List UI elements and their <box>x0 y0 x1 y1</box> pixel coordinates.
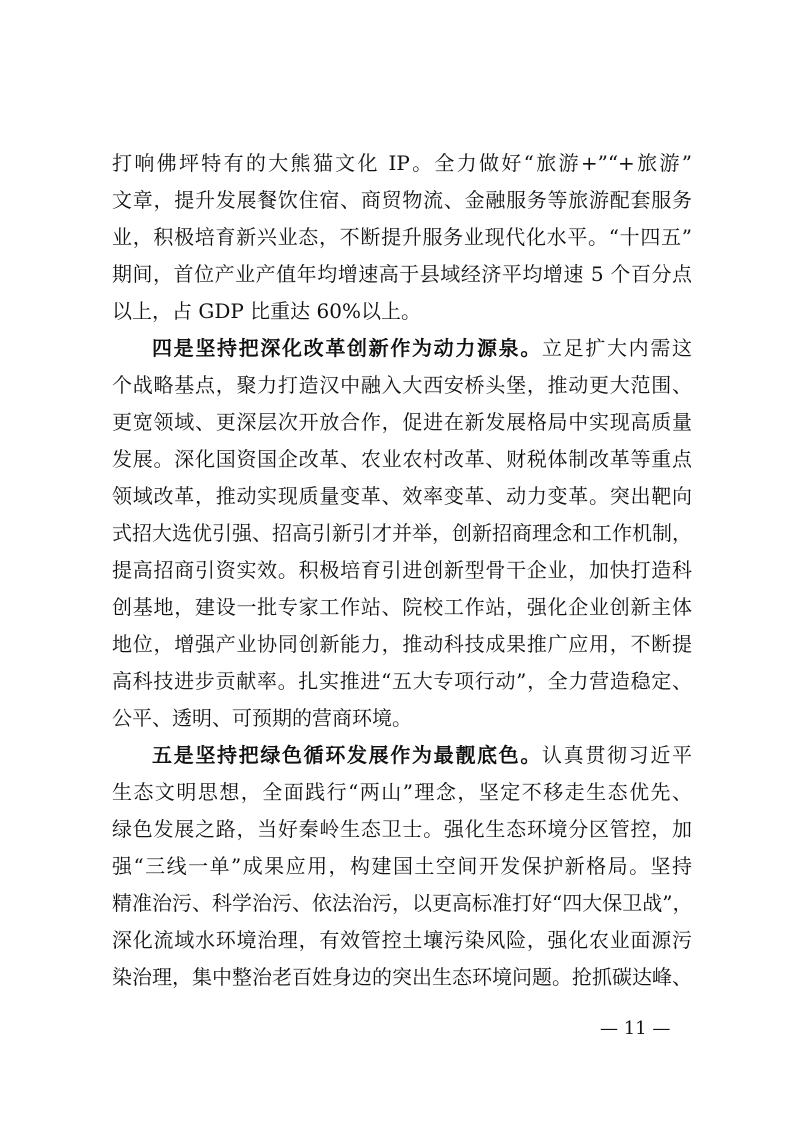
text-line: 染治理，集中整治老百姓身边的突出生态环境问题。抢抓碳达峰、 <box>112 965 692 989</box>
text-line: 绿色发展之路，当好秦岭生态卫士。强化生态环境分区管控，加 <box>112 817 692 841</box>
text-line: 更宽领域、更深层次开放合作，促进在新发展格局中实现高质量 <box>112 410 692 434</box>
text-line: 生态文明思想，全面践行“两山”理念，坚定不移走生态优先、 <box>112 780 692 804</box>
text-line: 提高招商引资实效。积极培育引进创新型骨干企业，加快打造科 <box>112 558 692 582</box>
text-line: 期间，首位产业产值年均增速高于县域经济平均增速 5 个百分点 <box>112 262 692 286</box>
text-line: 发展。深化国资国企改革、农业农村改革、财税体制改革等重点 <box>112 447 692 471</box>
text-line: 强“三线一单”成果应用，构建国土空间开发保护新格局。坚持 <box>112 854 692 878</box>
paragraph-4-opening: 立足扩大内需这 <box>542 336 692 360</box>
text-line: 打响佛坪特有的大熊猫文化 IP。全力做好“旅游+”“+旅游” <box>112 151 692 175</box>
text-line: 公平、透明、可预期的营商环境。 <box>112 706 412 730</box>
text-line: 个战略基点，聚力打造汉中融入大西安桥头堡，推动更大范围、 <box>112 373 692 397</box>
text-line: 式招大选优引强、招高引新引才并举，创新招商理念和工作机制， <box>112 521 692 545</box>
paragraph-4-heading: 四是坚持把深化改革创新作为动力源泉。 <box>152 336 542 360</box>
paragraph-5-opening: 认真贯彻习近平 <box>542 743 692 767</box>
text-line: 文章，提升发展餐饮住宿、商贸物流、金融服务等旅游配套服务 <box>112 188 692 212</box>
paragraph-5-heading: 五是坚持把绿色循环发展作为最靓底色。 <box>152 743 542 767</box>
text-line: 高科技进步贡献率。扎实推进“五大专项行动”，全力营造稳定、 <box>112 669 692 693</box>
text-line: 领域改革，推动实现质量变革、效率变革、动力变革。突出靶向 <box>112 484 692 508</box>
text-line: 以上，占 GDP 比重达 60%以上。 <box>112 299 421 323</box>
text-line: 地位，增强产业协同创新能力，推动科技成果推广应用，不断提 <box>112 632 692 656</box>
text-line: 业，积极培育新兴业态，不断提升服务业现代化水平。“十四五” <box>112 225 692 249</box>
page-number: — 11 — <box>600 1018 671 1039</box>
text-line: 创基地，建设一批专家工作站、院校工作站，强化企业创新主体 <box>112 595 692 619</box>
text-line: 精准治污、科学治污、依法治污，以更高标准打好“四大保卫战”， <box>112 891 692 915</box>
text-line: 深化流域水环境治理，有效管控土壤污染风险，强化农业面源污 <box>112 928 692 952</box>
